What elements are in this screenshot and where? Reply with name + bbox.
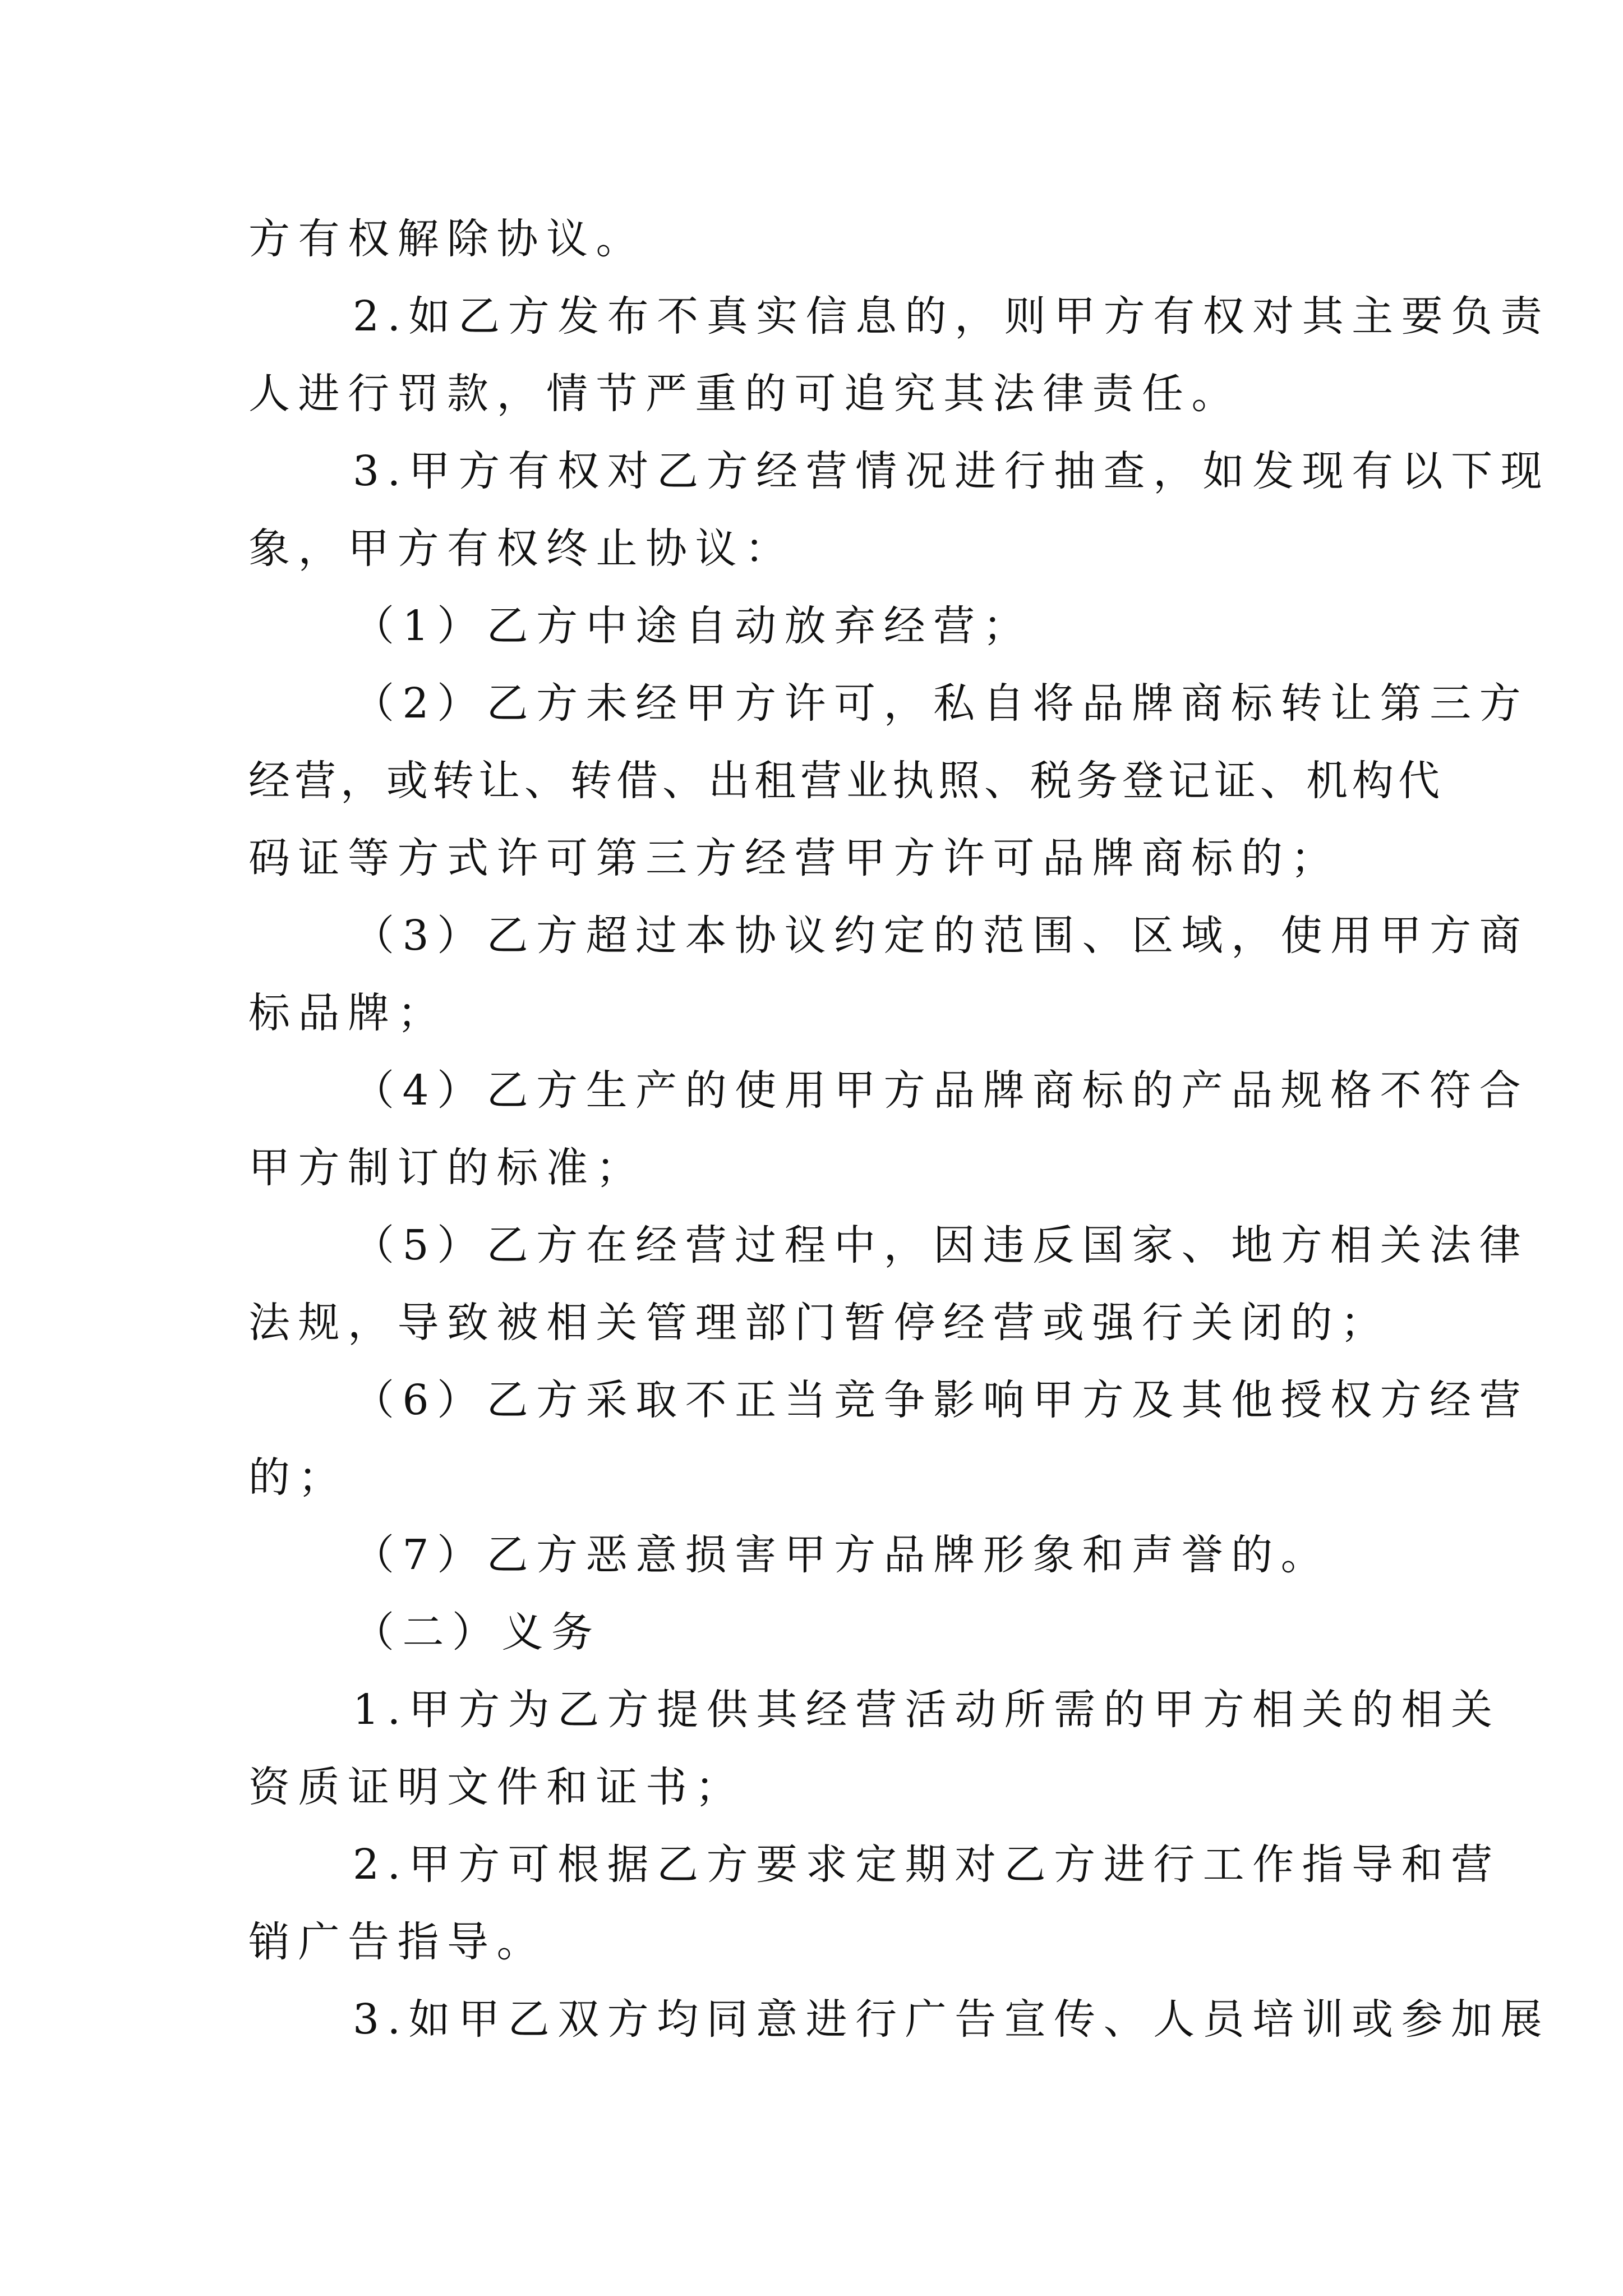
paragraph-line: 1.甲方为乙方提供其经营活动所需的甲方相关的相关 — [353, 1686, 1501, 1734]
list-item-continuation: 甲方制订的标准； — [248, 1144, 645, 1192]
paragraph-line: 2.甲方可根据乙方要求定期对乙方进行工作指导和营 — [353, 1841, 1501, 1889]
list-item: （1）乙方中途自动放弃经营； — [353, 602, 1033, 650]
paragraph-line: 3.如甲乙双方均同意进行广告宣传、人员培训或参加展 — [353, 1995, 1551, 2044]
list-item: （4）乙方生产的使用甲方品牌商标的产品规格不符合 — [353, 1066, 1529, 1115]
list-item: （5）乙方在经营过程中，因违反国家、地方相关法律 — [353, 1221, 1529, 1269]
list-item: （7）乙方恶意损害甲方品牌形象和声誉的。 — [353, 1531, 1331, 1579]
list-item: （3）乙方超过本协议约定的范围、区域，使用甲方商 — [353, 912, 1529, 960]
list-item-continuation: 标品牌； — [248, 989, 447, 1037]
list-item: （6）乙方采取不正当竞争影响甲方及其他授权方经营 — [353, 1376, 1529, 1424]
paragraph-line: 2.如乙方发布不真实信息的，则甲方有权对其主要负责 — [353, 292, 1551, 341]
paragraph-line: 3.甲方有权对乙方经营情况进行抽查，如发现有以下现 — [353, 447, 1551, 495]
paragraph-line: 销广告指导。 — [248, 1918, 546, 1966]
paragraph-line: 资质证明文件和证书； — [248, 1763, 745, 1811]
list-item-continuation: 码证等方式许可第三方经营甲方许可品牌商标的； — [248, 834, 1340, 882]
paragraph-line: 方有权解除协议。 — [248, 215, 645, 263]
section-heading: （二）义务 — [353, 1608, 601, 1657]
list-item-continuation: 法规，导致被相关管理部门暂停经营或强行关闭的； — [248, 1299, 1390, 1347]
list-item: （2）乙方未经甲方许可，私自将品牌商标转让第三方 — [353, 679, 1529, 728]
list-item-continuation: 的； — [248, 1453, 348, 1502]
paragraph-line: 象，甲方有权终止协议： — [248, 524, 795, 573]
paragraph-line: 人进行罚款，情节严重的可追究其法律责任。 — [248, 370, 1241, 418]
list-item-continuation: 经营，或转让、转借、出租营业执照、税务登记证、机构代 — [248, 757, 1444, 805]
